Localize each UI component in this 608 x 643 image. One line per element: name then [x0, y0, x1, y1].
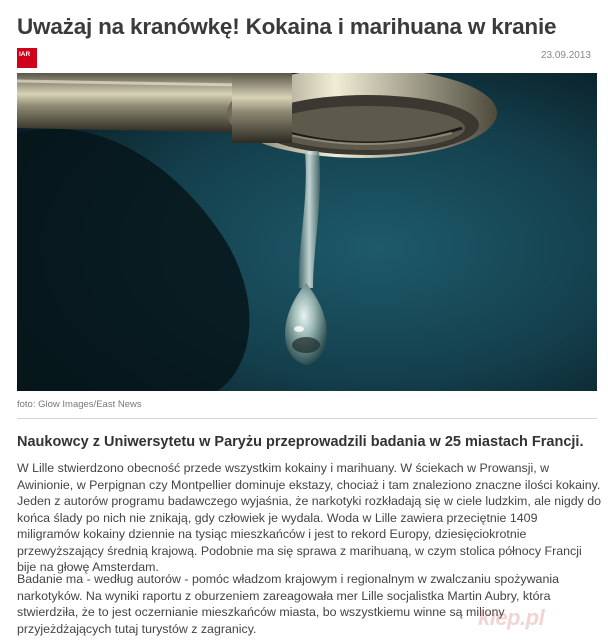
article-lead: Naukowcy z Uniwersytetu w Paryżu przeprowadzili badania w 25 miastach Francji.: [17, 434, 584, 450]
faucet-drop-photo: [17, 73, 597, 391]
watermark: kiep.pl: [478, 605, 545, 630]
article-title: Uważaj na kranówkę! Kokaina i marihuana w kranie: [17, 14, 557, 39]
article-paragraph-2: Badanie ma - według autorów - pomóc władzom krajowym i regionalnym w zwalczaniu spożywania narkotyków. Na wyniki raportu z oburzeniem zareagowała mer Lille socjalistka Martin Aubry, która stwierdziła, że to jest oczernianie mieszkańców miasta, bo wszystkiemu winne są miliony przyjeżdżających tutaj turystów z zagranicy.: [17, 572, 559, 636]
divider: [17, 418, 597, 419]
source-logo: IAR: [17, 48, 37, 68]
image-caption: foto: Glow Images/East News: [17, 399, 142, 410]
article-image: [17, 73, 597, 391]
article-paragraph-1: W Lille stwierdzono obecność przede wszystkim kokainy i marihuany. W ściekach w Prowansji, w Awinionie, w Perpignan czy Montpellier dominuje ekstazy, chociaż i tam znaleziono znaczne ilości kokainy. Jeden z autorów programu badawczego wyjaśnia, że narkotyki rozkładają się w ciele ludzkim, ale nigdy do końca ślady po nich nie znikają, gdy człowiek je wydala. Woda w Lille zawiera przeciętnie 1409 miligramów kokainy dziennie na tysiąc mieszkańców i jest to rekord Europy, dziesięciokrotnie przewyższający średnią krajową. Podobnie ma się sprawa z marihuaną, w czym stolica północy Francji bije na głowę Amsterdam.: [17, 461, 602, 574]
article-date: 23.09.2013: [540, 50, 591, 61]
